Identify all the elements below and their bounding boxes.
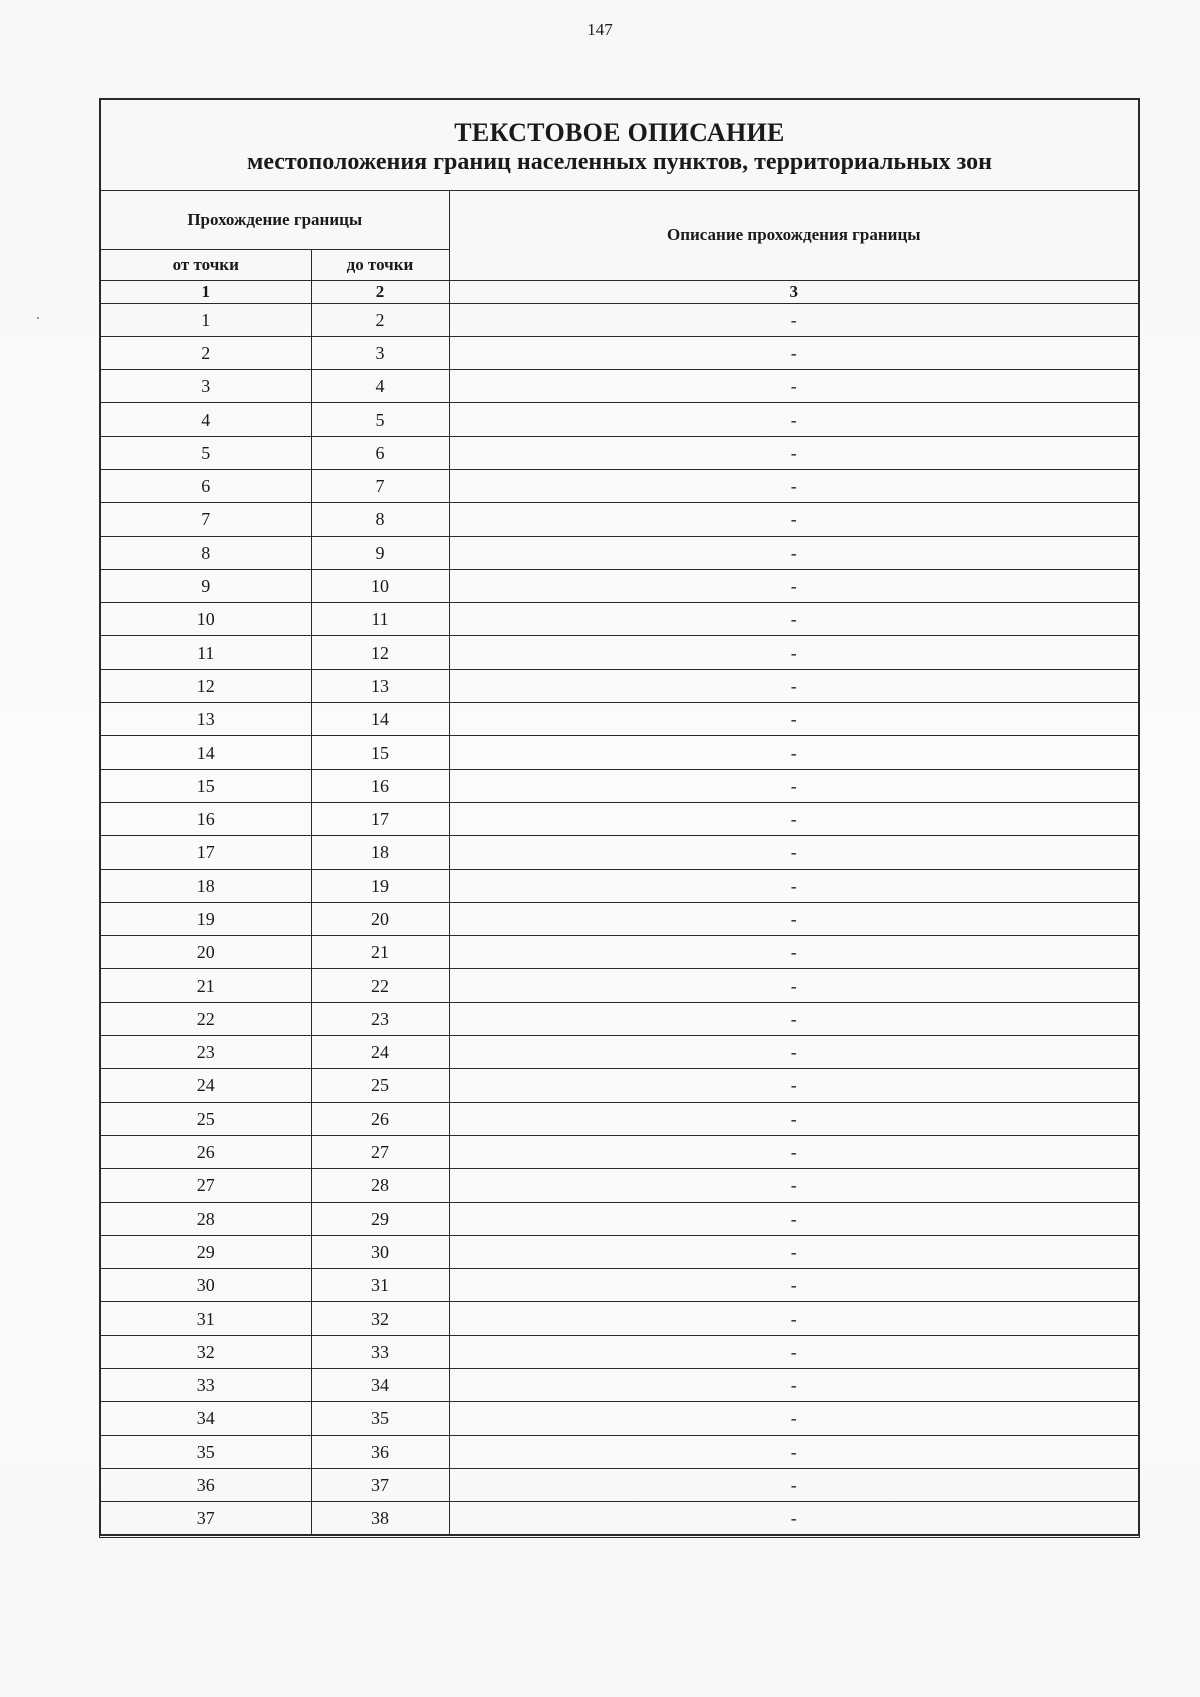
to-point-cell: 35 bbox=[311, 1402, 449, 1435]
from-point-cell: 22 bbox=[101, 1002, 311, 1035]
description-cell: - bbox=[449, 1369, 1138, 1402]
table-row bbox=[101, 370, 1138, 403]
description-cell: - bbox=[449, 1335, 1138, 1368]
to-point-cell: 16 bbox=[311, 769, 449, 802]
from-point-cell: 34 bbox=[101, 1402, 311, 1435]
from-point-cell: 1 bbox=[101, 303, 311, 336]
to-point-cell: 21 bbox=[311, 936, 449, 969]
description-cell: - bbox=[449, 370, 1138, 403]
column-number: 3 bbox=[449, 280, 1138, 303]
description-cell: - bbox=[449, 436, 1138, 469]
to-point-cell: 13 bbox=[311, 669, 449, 702]
table-row bbox=[101, 303, 1138, 336]
to-point-cell: 23 bbox=[311, 1002, 449, 1035]
description-cell: - bbox=[449, 1269, 1138, 1302]
description-cell: - bbox=[449, 403, 1138, 436]
table-row bbox=[101, 536, 1138, 569]
description-header: Описание прохождения границы bbox=[449, 191, 1138, 280]
from-point-cell: 37 bbox=[101, 1502, 311, 1535]
from-point-cell: 15 bbox=[101, 769, 311, 802]
table-row bbox=[101, 1235, 1138, 1268]
from-point-cell: 23 bbox=[101, 1036, 311, 1069]
to-point-cell: 27 bbox=[311, 1135, 449, 1168]
to-point-cell: 8 bbox=[311, 503, 449, 536]
from-point-cell: 16 bbox=[101, 802, 311, 835]
to-point-cell: 14 bbox=[311, 703, 449, 736]
to-point-cell: 28 bbox=[311, 1169, 449, 1202]
to-point-cell: 17 bbox=[311, 802, 449, 835]
boundary-description-form bbox=[99, 98, 1140, 1538]
from-point-cell: 28 bbox=[101, 1202, 311, 1235]
to-point-cell: 10 bbox=[311, 569, 449, 602]
to-point-cell: 18 bbox=[311, 836, 449, 869]
to-point-cell: 3 bbox=[311, 336, 449, 369]
table-row bbox=[101, 936, 1138, 969]
from-point-cell: 12 bbox=[101, 669, 311, 702]
to-point-cell: 7 bbox=[311, 469, 449, 502]
to-point-cell: 33 bbox=[311, 1335, 449, 1368]
table-row bbox=[101, 736, 1138, 769]
from-point-cell: 14 bbox=[101, 736, 311, 769]
table-row bbox=[101, 1169, 1138, 1202]
table-row bbox=[101, 1369, 1138, 1402]
description-cell: - bbox=[449, 1235, 1138, 1268]
to-point-cell: 29 bbox=[311, 1202, 449, 1235]
table-row bbox=[101, 1036, 1138, 1069]
description-cell: - bbox=[449, 1502, 1138, 1535]
description-cell: - bbox=[449, 1202, 1138, 1235]
table-row bbox=[101, 636, 1138, 669]
table-row bbox=[101, 403, 1138, 436]
from-point-cell: 27 bbox=[101, 1169, 311, 1202]
table-row bbox=[101, 1468, 1138, 1501]
to-point-cell: 6 bbox=[311, 436, 449, 469]
from-point-cell: 10 bbox=[101, 603, 311, 636]
description-cell: - bbox=[449, 836, 1138, 869]
table-row bbox=[101, 1302, 1138, 1335]
table-row bbox=[101, 769, 1138, 802]
page-number: 147 bbox=[587, 20, 613, 39]
to-point-cell: 26 bbox=[311, 1102, 449, 1135]
table-row bbox=[101, 836, 1138, 869]
description-cell: - bbox=[449, 336, 1138, 369]
from-point-cell: 29 bbox=[101, 1235, 311, 1268]
to-point-cell: 24 bbox=[311, 1036, 449, 1069]
table-row bbox=[101, 503, 1138, 536]
from-point-cell: 26 bbox=[101, 1135, 311, 1168]
document-title: ТЕКСТОВОЕ ОПИСАНИЕ bbox=[454, 118, 785, 147]
table-row bbox=[101, 569, 1138, 602]
table-row bbox=[101, 869, 1138, 902]
to-point-cell: 19 bbox=[311, 869, 449, 902]
description-cell: - bbox=[449, 1468, 1138, 1501]
table-row bbox=[101, 436, 1138, 469]
table-body bbox=[101, 303, 1138, 1535]
table-row bbox=[101, 1335, 1138, 1368]
table-row bbox=[101, 469, 1138, 502]
to-point-cell: 5 bbox=[311, 403, 449, 436]
description-cell: - bbox=[449, 869, 1138, 902]
to-point-cell: 11 bbox=[311, 603, 449, 636]
column-number: 1 bbox=[101, 280, 311, 303]
table-row bbox=[101, 1435, 1138, 1468]
description-cell: - bbox=[449, 969, 1138, 1002]
to-point-cell: 25 bbox=[311, 1069, 449, 1102]
to-point-cell: 20 bbox=[311, 902, 449, 935]
table-row bbox=[101, 902, 1138, 935]
table-row bbox=[101, 1202, 1138, 1235]
description-cell: - bbox=[449, 669, 1138, 702]
from-point-cell: 5 bbox=[101, 436, 311, 469]
table-row bbox=[101, 603, 1138, 636]
from-point-cell: 4 bbox=[101, 403, 311, 436]
scan-speck bbox=[37, 317, 39, 319]
to-point-cell: 9 bbox=[311, 536, 449, 569]
description-cell: - bbox=[449, 636, 1138, 669]
to-point-cell: 31 bbox=[311, 1269, 449, 1302]
description-cell: - bbox=[449, 569, 1138, 602]
description-cell: - bbox=[449, 769, 1138, 802]
description-cell: - bbox=[449, 1169, 1138, 1202]
table-row bbox=[101, 1402, 1138, 1435]
table-row bbox=[101, 802, 1138, 835]
table-row bbox=[101, 1269, 1138, 1302]
description-cell: - bbox=[449, 1102, 1138, 1135]
table-row bbox=[101, 1002, 1138, 1035]
from-point-cell: 31 bbox=[101, 1302, 311, 1335]
table-row bbox=[101, 1069, 1138, 1102]
title-block bbox=[101, 100, 1138, 191]
table-row bbox=[101, 1102, 1138, 1135]
table-row bbox=[101, 703, 1138, 736]
description-cell: - bbox=[449, 1002, 1138, 1035]
description-cell: - bbox=[449, 1435, 1138, 1468]
boundary-passage-header: Прохождение границы bbox=[101, 191, 449, 249]
to-point-cell: 32 bbox=[311, 1302, 449, 1335]
to-point-cell: 2 bbox=[311, 303, 449, 336]
to-point-cell: 36 bbox=[311, 1435, 449, 1468]
description-cell: - bbox=[449, 1069, 1138, 1102]
from-point-cell: 35 bbox=[101, 1435, 311, 1468]
description-cell: - bbox=[449, 536, 1138, 569]
description-cell: - bbox=[449, 936, 1138, 969]
from-point-cell: 30 bbox=[101, 1269, 311, 1302]
table-row bbox=[101, 969, 1138, 1002]
from-point-cell: 24 bbox=[101, 1069, 311, 1102]
from-point-cell: 18 bbox=[101, 869, 311, 902]
description-cell: - bbox=[449, 303, 1138, 336]
from-point-header: от точки bbox=[101, 249, 311, 280]
table-row bbox=[101, 336, 1138, 369]
from-point-cell: 9 bbox=[101, 569, 311, 602]
table-row bbox=[101, 1502, 1138, 1535]
description-cell: - bbox=[449, 469, 1138, 502]
description-cell: - bbox=[449, 802, 1138, 835]
from-point-cell: 32 bbox=[101, 1335, 311, 1368]
from-point-cell: 33 bbox=[101, 1369, 311, 1402]
to-point-cell: 4 bbox=[311, 370, 449, 403]
from-point-cell: 25 bbox=[101, 1102, 311, 1135]
to-point-cell: 12 bbox=[311, 636, 449, 669]
description-cell: - bbox=[449, 1302, 1138, 1335]
from-point-cell: 11 bbox=[101, 636, 311, 669]
description-cell: - bbox=[449, 1036, 1138, 1069]
description-cell: - bbox=[449, 902, 1138, 935]
to-point-cell: 30 bbox=[311, 1235, 449, 1268]
table-row bbox=[101, 1135, 1138, 1168]
to-point-cell: 38 bbox=[311, 1502, 449, 1535]
to-point-cell: 22 bbox=[311, 969, 449, 1002]
from-point-cell: 8 bbox=[101, 536, 311, 569]
from-point-cell: 3 bbox=[101, 370, 311, 403]
from-point-cell: 6 bbox=[101, 469, 311, 502]
description-cell: - bbox=[449, 603, 1138, 636]
document-subtitle: местоположения границ населенных пунктов, территориальных зон bbox=[246, 149, 993, 175]
from-point-cell: 13 bbox=[101, 703, 311, 736]
description-cell: - bbox=[449, 703, 1138, 736]
to-point-cell: 34 bbox=[311, 1369, 449, 1402]
description-cell: - bbox=[449, 503, 1138, 536]
table-row bbox=[101, 669, 1138, 702]
to-point-cell: 37 bbox=[311, 1468, 449, 1501]
from-point-cell: 20 bbox=[101, 936, 311, 969]
description-cell: - bbox=[449, 1402, 1138, 1435]
description-cell: - bbox=[449, 1135, 1138, 1168]
column-number: 2 bbox=[311, 280, 449, 303]
description-cell: - bbox=[449, 736, 1138, 769]
from-point-cell: 17 bbox=[101, 836, 311, 869]
to-point-cell: 15 bbox=[311, 736, 449, 769]
to-point-header: до точки bbox=[311, 249, 449, 280]
from-point-cell: 19 bbox=[101, 902, 311, 935]
from-point-cell: 7 bbox=[101, 503, 311, 536]
from-point-cell: 21 bbox=[101, 969, 311, 1002]
from-point-cell: 2 bbox=[101, 336, 311, 369]
boundary-table bbox=[101, 191, 1138, 1535]
from-point-cell: 36 bbox=[101, 1468, 311, 1501]
